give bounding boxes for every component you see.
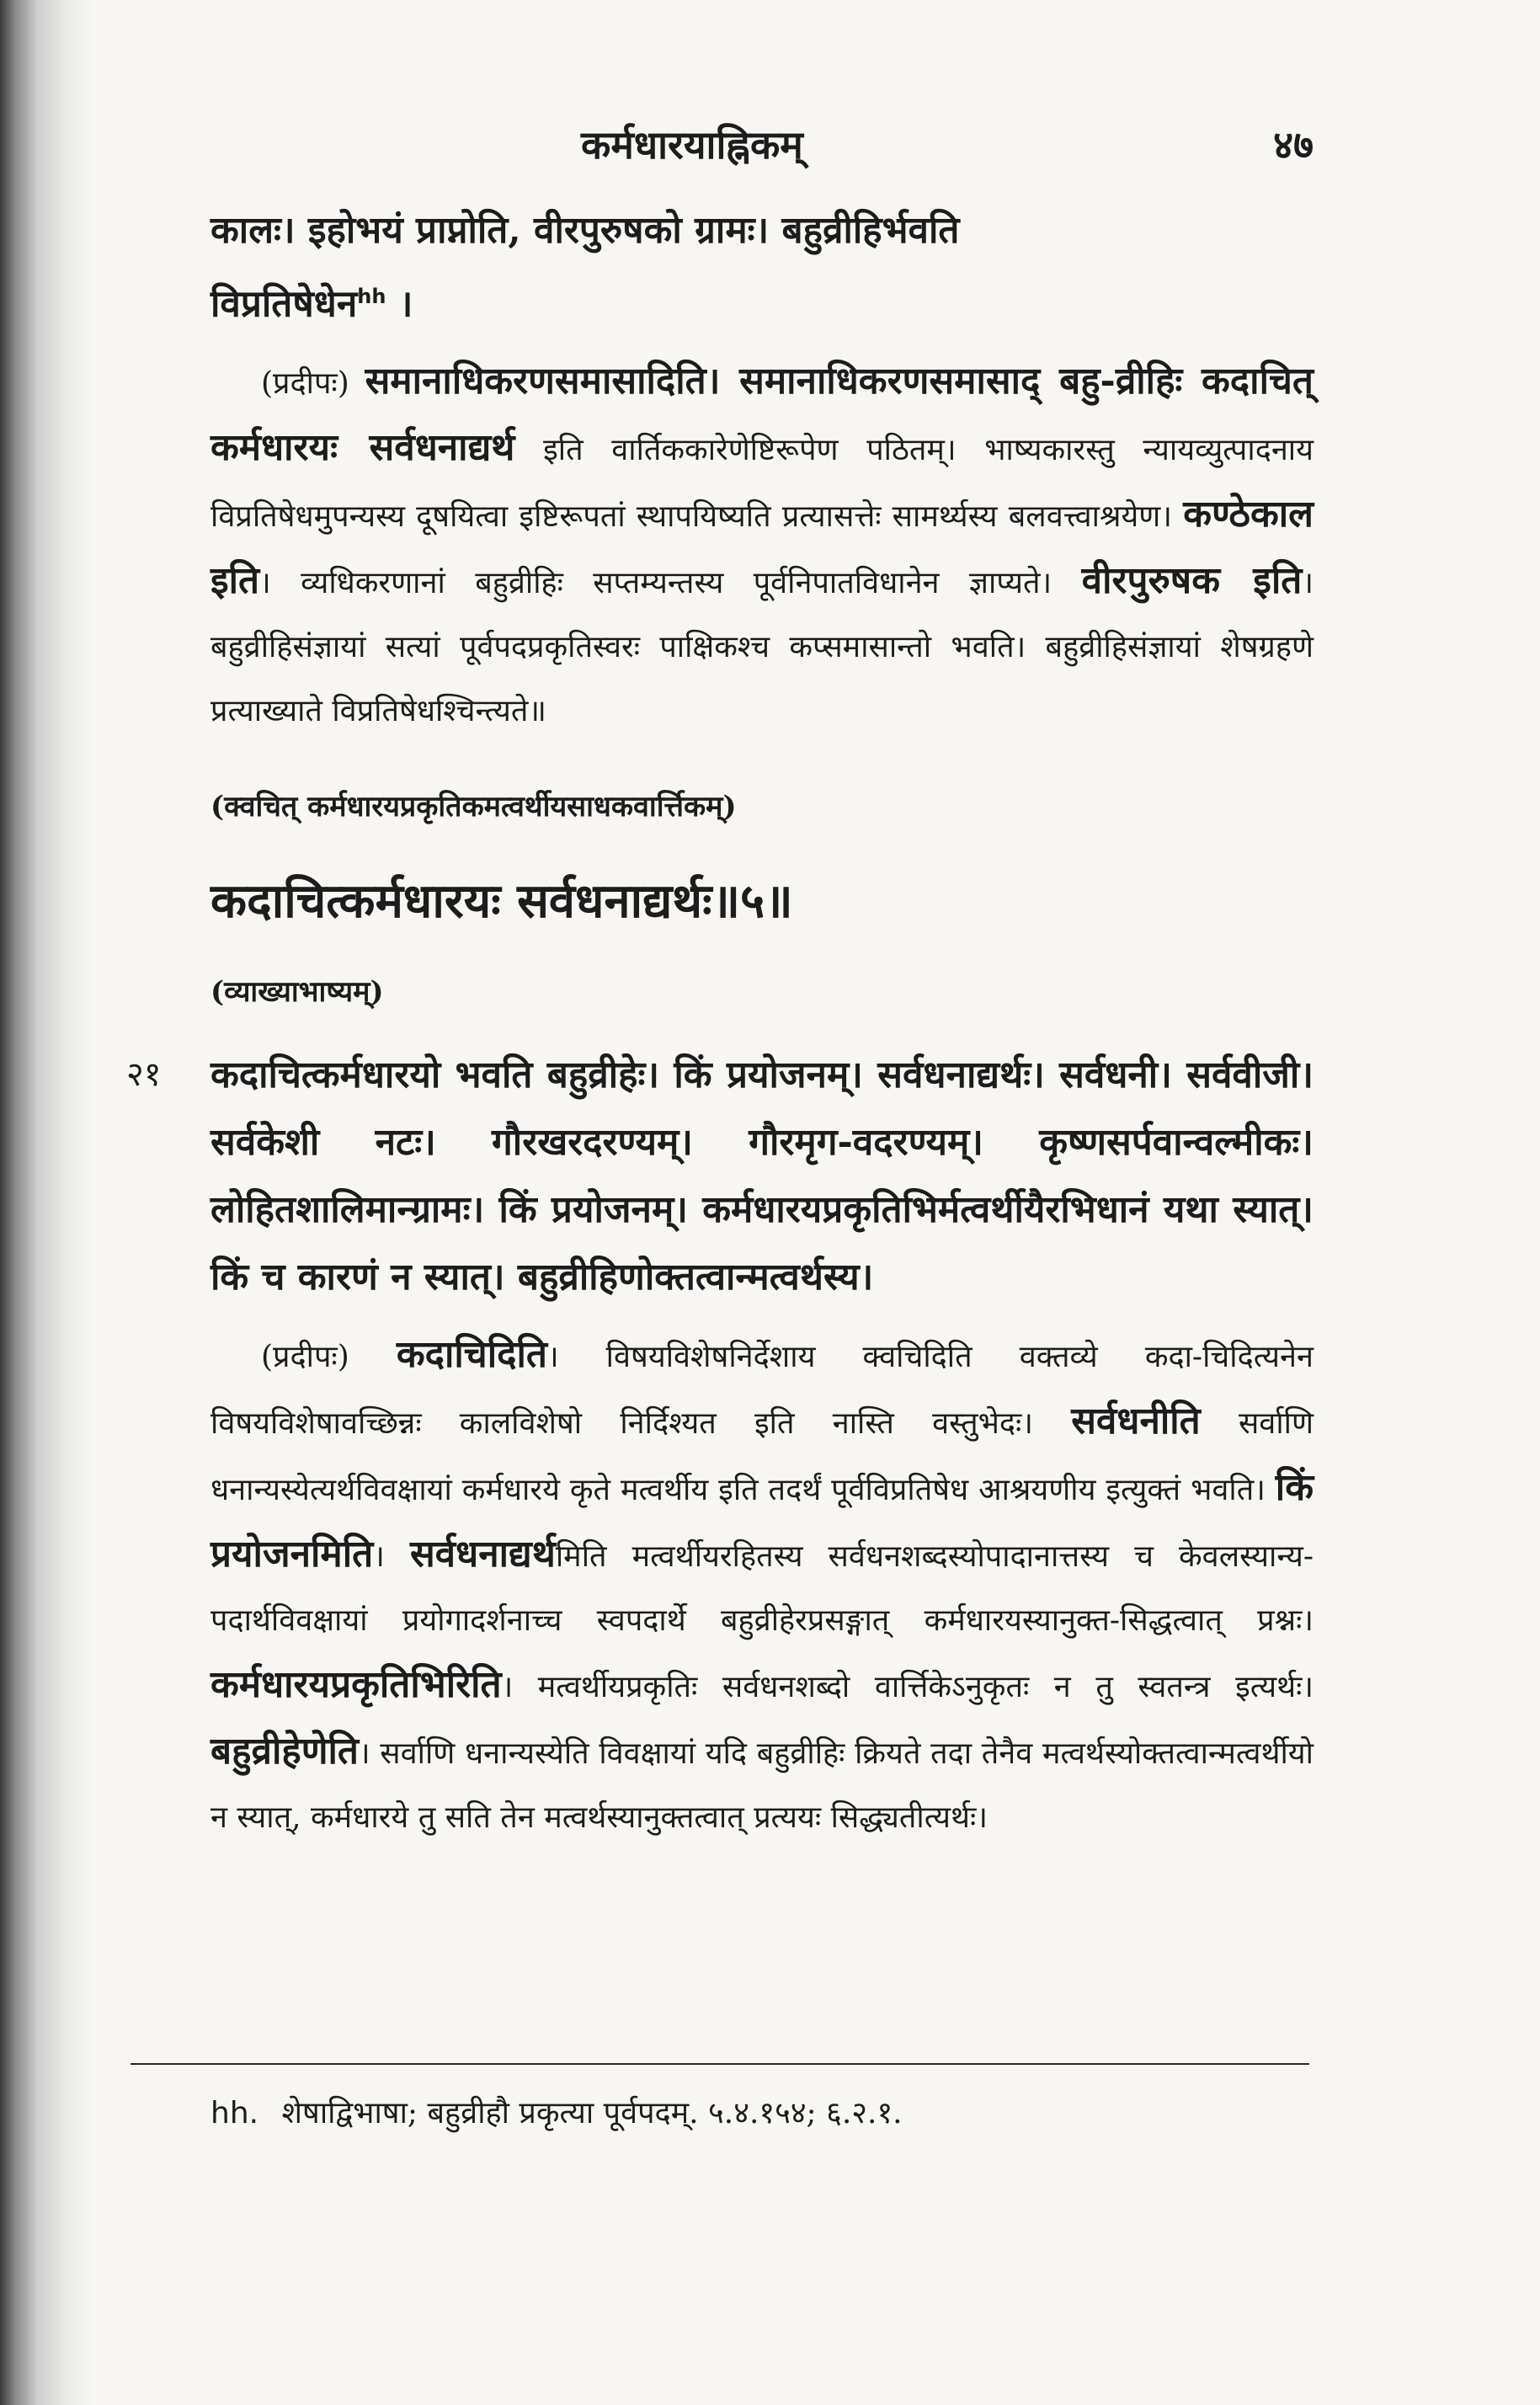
bhashya-label: (व्याख्याभाष्यम्) bbox=[210, 974, 384, 1009]
top-paragraph-line2: विप्रतिषेधेन bbox=[210, 282, 358, 326]
footnote bbox=[210, 2088, 1314, 2139]
pradipa-commentary-1 bbox=[210, 349, 1314, 744]
footnote-label: hh. bbox=[210, 2096, 259, 2130]
commentary-bold: किं प्रयोजनमिति bbox=[210, 1465, 1314, 1576]
commentary-text: । व्यधिकरणानां बहुव्रीहिः सप्तम्यन्तस्य पूर्वनिपातविधानेन ज्ञाप्यते। bbox=[259, 565, 1052, 600]
page-body bbox=[126, 198, 1314, 1850]
commentary-bold: समानाधिकरणसमासादिति। समानाधिकरणसमासाद् बहु-व्रीहिः कदाचित् कर्मधारयः सर्वधनाद्यर्थ bbox=[210, 359, 1314, 469]
footnote-marker: hh bbox=[357, 285, 386, 308]
commentary-label: (प्रदीपः) bbox=[261, 365, 349, 401]
commentary-text: इति वार्तिककारेणेष्टिरूपेण पठितम्। भाष्यकारस्तु न्यायव्युत्पादनाय विप्रतिषेधमुपन्यस्य दूषयित्वा इष्टिरूपतां स्थापयिष्यति प्रत्यासत्तेः सामर्थ्यस्य बलवत्त्वाश्रयेण। bbox=[210, 432, 1314, 534]
commentary-bold: कर्मधारयप्रकृतिभिरिति bbox=[210, 1662, 502, 1706]
commentary-text: । सर्वाणि धनान्यस्येति विवक्षायां यदि बहुव्रीहिः क्रियते तदा तेनैव मत्वर्थस्योक्तत्वान्मत्वर्थीयो न स्यात्, कर्मधारये तु सति तेन मत्वर्थस्यानुक्तत्वात् प्रत्ययः सिद्ध्यतीत्यर्थः। bbox=[210, 1736, 1314, 1835]
commentary-bold: सर्वधनाद्यर्थ bbox=[409, 1532, 556, 1576]
bhashya-block bbox=[126, 1042, 1314, 1311]
varttika-sutra: कदाचित्कर्मधारयः सर्वधनाद्यर्थः॥५॥ bbox=[210, 872, 793, 929]
commentary-bold: कदाचिदिति bbox=[396, 1332, 547, 1376]
commentary-text: । मत्वर्थीयप्रकृतिः सर्वधनशब्दो वार्त्तिकेऽनुकृतः न तु स्वतन्त्र इत्यर्थः। bbox=[501, 1669, 1314, 1704]
commentary-text: । बहुव्रीहिसंज्ञायां सत्यां पूर्वपदप्रकृतिस्वरः पाक्षिकश्च कप्समासान्तो भवति। बहुव्रीहिसंज्ञायां शेषग्रहणे प्रत्याख्याते विप्रतिषेधश्चिन्त्यते॥ bbox=[210, 565, 1314, 728]
paragraph-number: २१ bbox=[126, 1054, 162, 1094]
scan-shadow-edge bbox=[0, 0, 93, 2405]
running-title: कर्मधारयाह्निकम् bbox=[581, 122, 803, 168]
page-number: ४७ bbox=[1273, 122, 1314, 168]
footnote-text: शेषाद्विभाषा; बहुव्रीहौ प्रकृत्या पूर्वपदम्. ५.४.१५४; ६.२.१. bbox=[281, 2096, 903, 2130]
top-paragraph: कालः। इहोभयं प्राप्नोति, वीरपुरुषको ग्रामः। बहुव्रीहिर्भवति विप्रतिषेधेन$^{hh}$ । bbox=[210, 209, 960, 326]
top-paragraph-line1: कालः। इहोभयं प्राप्नोति, वीरपुरुषको ग्रामः। बहुव्रीहिर्भवति bbox=[210, 209, 960, 252]
section-heading: (क्वचित् कर्मधारयप्रकृतिकमत्वर्थीयसाधकवार्त्तिकम्) bbox=[210, 789, 737, 824]
commentary-bold: सर्वधनीति bbox=[1071, 1399, 1201, 1442]
commentary-text: मिति मत्वर्थीयरहितस्य सर्वधनशब्दस्योपादानात्तस्य च केवलस्यान्य-पदार्थविवक्षायां प्रयोगादर्शनाच्च स्वपदार्थे बहुव्रीहेरप्रसङ्गात् कर्मधारयस्यानुक्त-सिद्धत्वात् प्रश्नः। bbox=[210, 1538, 1314, 1638]
footnote-divider bbox=[131, 2063, 1309, 2065]
commentary-label: (प्रदीपः) bbox=[261, 1339, 349, 1374]
commentary-text: । bbox=[373, 1538, 385, 1574]
commentary-bold: बहुव्रीहेणेति bbox=[210, 1729, 359, 1773]
commentary-text: सर्वाणि धनान्यस्येत्यर्थविवक्षायां कर्मधारये कृते मत्वर्थीय इति तदर्थं पूर्वविप्रतिषेध आश्रयणीय इत्युक्तं भवति। bbox=[210, 1405, 1314, 1507]
commentary-bold: वीरपुरुषक इति bbox=[1081, 558, 1303, 602]
bhashya-text: कदाचित्कर्मधारयो भवति बहुव्रीहेः। किं प्रयोजनम्। सर्वधनाद्यर्थः। सर्वधनी। सर्ववीजी। सर्वकेशी नटः। गौरखरदरण्यम्। गौरमृग-वदरण्यम्। कृष्णसर्पवान्वल्मीकः। लोहितशालिमान्ग्रामः। किं प्रयोजनम्। कर्मधारयप्रकृतिभिर्मत्वर्थीयैरभिधानं यथा स्यात्। किं च कारणं न स्यात्। बहुव्रीहिणोक्तत्वान्मत्वर्थस्य। bbox=[210, 1053, 1314, 1298]
commentary-text: । विषयविशेषनिर्देशाय क्वचिदिति वक्तव्ये कदा-चिदित्यनेन विषयविशेषावच्छिन्नः कालविशेषो निर्दिश्यत इति नास्ति वस्तुभेदः। bbox=[210, 1339, 1314, 1441]
commentary-bold: कण्ठेकाल इति bbox=[210, 492, 1314, 602]
page-header bbox=[210, 118, 1314, 177]
pradipa-commentary-2 bbox=[210, 1323, 1314, 1850]
